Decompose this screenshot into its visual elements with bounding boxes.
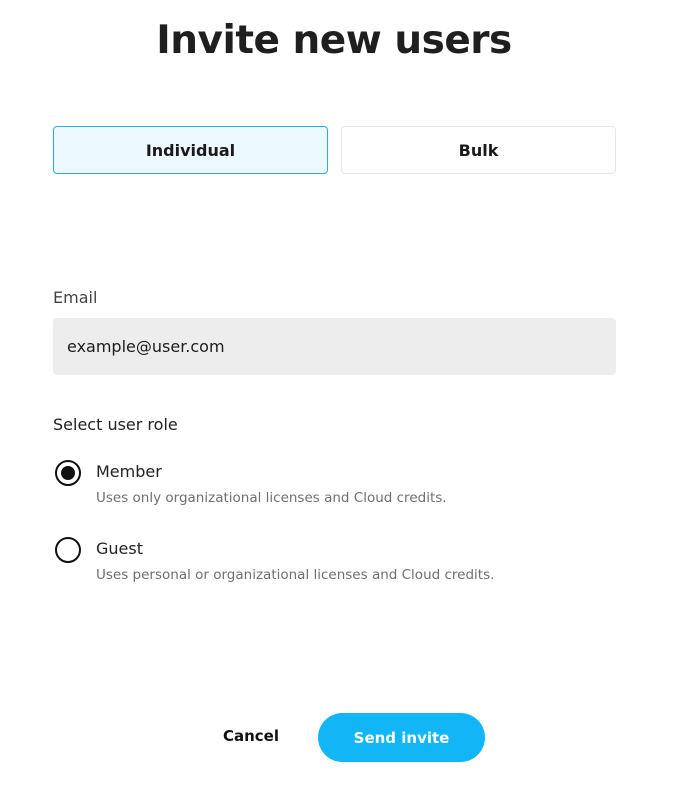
tab-individual[interactable]	[53, 126, 328, 174]
radio-selected-dot	[61, 466, 75, 480]
send-invite-button[interactable]: Send invite	[318, 713, 485, 762]
role-section-label: Select user role	[53, 415, 178, 434]
tab-individual-label: Individual	[145, 140, 236, 160]
tab-bulk[interactable]	[341, 126, 616, 174]
member-role-name: Member	[96, 462, 162, 481]
role-option-guest[interactable]	[53, 537, 616, 593]
member-role-description: Uses only organizational licenses and Cloud credits.	[96, 490, 447, 506]
tab-bulk-label: Bulk	[458, 140, 499, 160]
guest-role-name: Guest	[96, 539, 143, 558]
dialog-title: Invite new users	[156, 18, 512, 63]
email-label: Email	[53, 288, 98, 307]
member-radio[interactable]	[55, 460, 81, 486]
guest-role-description: Uses personal or organizational licenses and Cloud credits.	[96, 567, 495, 583]
cancel-button[interactable]: Cancel	[205, 716, 297, 756]
email-input[interactable]	[53, 318, 616, 375]
invite-mode-tabs	[53, 126, 616, 174]
guest-radio[interactable]	[55, 537, 81, 563]
role-option-member[interactable]	[53, 460, 616, 516]
